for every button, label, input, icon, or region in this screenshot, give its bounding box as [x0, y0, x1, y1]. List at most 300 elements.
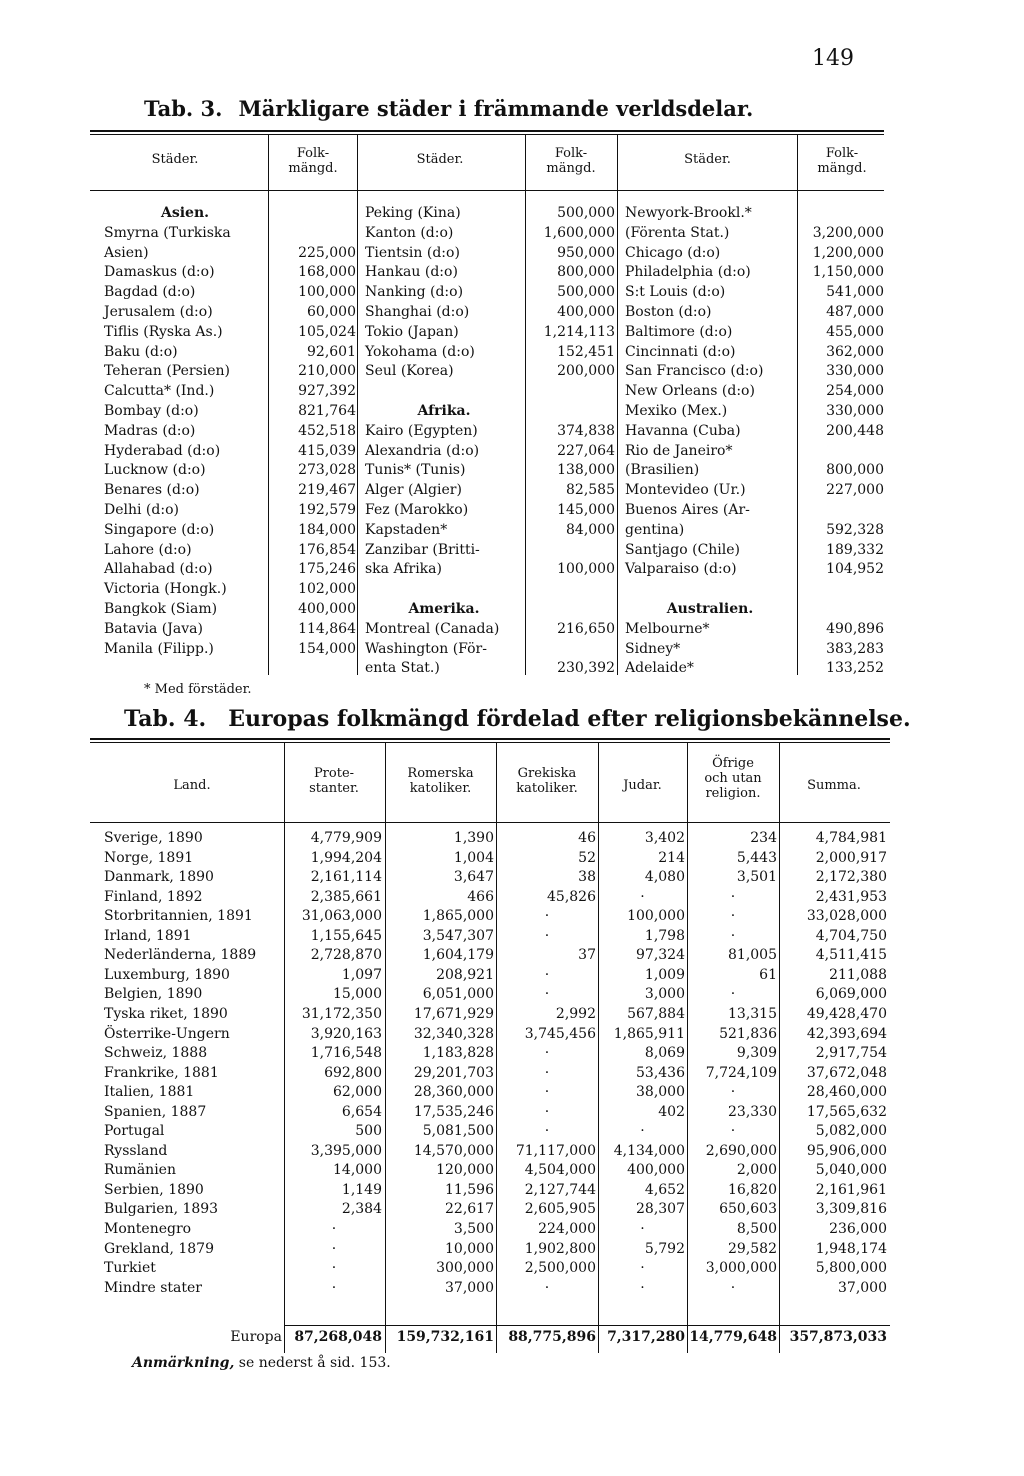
- city-population: 1,214,113: [543, 323, 615, 340]
- city-population: [527, 580, 615, 600]
- table-cell: 13,315: [728, 1005, 777, 1022]
- city-name: Zanzibar (Britti-: [365, 541, 480, 558]
- city-name: Valparaiso (d:o): [625, 561, 737, 578]
- city-name: Tokio (Japan): [365, 323, 459, 340]
- city-name: Bombay (d:o): [104, 402, 199, 419]
- city-name: Hyderabad (d:o): [104, 442, 221, 459]
- table-cell: 14,000: [333, 1162, 382, 1179]
- city-population: 114,864: [298, 620, 356, 637]
- table-cell: 2,161,961: [815, 1181, 887, 1198]
- city-name: Jerusalem (d:o): [104, 303, 213, 320]
- country-name: Tyska riket, 1890: [104, 1005, 228, 1022]
- country-name: Portugal: [104, 1123, 165, 1140]
- table-cell: 6,069,000: [815, 986, 887, 1003]
- city-population: 200,448: [826, 422, 884, 439]
- city-population: 152,451: [557, 343, 615, 360]
- city-name: Santjago (Chile): [625, 541, 741, 558]
- country-name: Sverige, 1890: [104, 830, 203, 846]
- city-population: 210,000: [298, 363, 356, 380]
- city-population: 592,328: [826, 521, 884, 538]
- city-population: 383,283: [826, 640, 884, 657]
- table-row: [0, 1259, 1024, 1279]
- table-cell: ·: [544, 927, 550, 944]
- table-cell: 37,000: [445, 1279, 494, 1296]
- table-cell: 22,617: [445, 1201, 494, 1218]
- country-name: Frankrike, 1881: [104, 1064, 219, 1081]
- table-row: [0, 1083, 1024, 1103]
- table-cell: 28,460,000: [806, 1084, 887, 1101]
- table-cell: 2,500,000: [524, 1260, 596, 1277]
- table-cell: ·: [544, 1064, 550, 1081]
- table-cell: 11,596: [445, 1181, 494, 1198]
- city-name: Delhi (d:o): [104, 501, 179, 518]
- table-cell: 5,082,000: [815, 1123, 887, 1140]
- table-cell: 97,324: [636, 947, 685, 964]
- city-population: 1,600,000: [543, 224, 615, 241]
- table-cell: ·: [544, 1123, 550, 1140]
- table-cell: 31,172,350: [301, 1005, 382, 1022]
- city-population: 821,764: [298, 402, 356, 419]
- city-name: Montevideo (Ur.): [625, 482, 746, 499]
- table-4-note: [132, 1355, 391, 1371]
- city-population: 541,000: [826, 284, 884, 301]
- table-cell: ·: [544, 908, 550, 925]
- table-row: [0, 1200, 1024, 1220]
- table-cell: 3,402: [644, 830, 685, 846]
- table-cell: 31,063,000: [301, 908, 382, 925]
- table-cell: 100,000: [627, 908, 685, 925]
- table-cell: 71,117,000: [515, 1142, 596, 1159]
- city-name: (Förenta Stat.): [625, 224, 730, 241]
- city-name: [625, 580, 795, 600]
- table-row: [0, 1220, 1024, 1240]
- city-population: [527, 402, 615, 422]
- table-cell: 23,330: [728, 1103, 777, 1120]
- table-cell: 61: [759, 966, 777, 983]
- table-3-header-rule: [90, 190, 884, 191]
- table-cell: 88,775,896: [508, 1329, 596, 1345]
- table-cell: 1,149: [341, 1181, 382, 1198]
- table-row: [0, 868, 1024, 888]
- city-population: 1,200,000: [812, 244, 884, 261]
- city-population: 176,854: [298, 541, 356, 558]
- country-name: Storbritannien, 1891: [104, 908, 253, 925]
- population-list-america-australia: [799, 204, 884, 679]
- table-cell: 1,604,179: [422, 947, 494, 964]
- column-header-cities: Städer.: [684, 152, 731, 167]
- country-name: Spanien, 1887: [104, 1103, 207, 1120]
- table-cell: 4,652: [644, 1181, 685, 1198]
- table-cell: 3,745,456: [524, 1025, 596, 1042]
- table-cell: 2,992: [555, 1005, 596, 1022]
- table-cell: 236,000: [829, 1221, 887, 1237]
- city-population: 374,838: [557, 422, 615, 439]
- table-cell: 53,436: [636, 1064, 685, 1081]
- city-name: Manila (Filipp.): [104, 640, 214, 657]
- table-cell: 3,000: [644, 986, 685, 1003]
- table-cell: 52: [578, 849, 596, 866]
- table-cell: 357,873,033: [789, 1329, 887, 1345]
- table-cell: 500: [355, 1123, 382, 1140]
- city-population: 168,000: [298, 264, 356, 281]
- city-name: Alger (Algier): [365, 482, 462, 499]
- table-cell: 3,309,816: [815, 1201, 887, 1218]
- table-cell: 45,826: [547, 888, 596, 905]
- table-row: [0, 1005, 1024, 1025]
- table-3-footnote: * Med förstäder.: [144, 682, 252, 697]
- city-name: Hankau (d:o): [365, 264, 458, 281]
- table-3-top-rule: [90, 130, 884, 132]
- city-name: Newyork-Brookl.*: [625, 205, 752, 221]
- table-cell: ·: [730, 986, 736, 1003]
- table-cell: 8,500: [736, 1221, 777, 1237]
- table-cell: 49,428,470: [806, 1005, 887, 1022]
- city-population: 800,000: [826, 462, 884, 479]
- table-cell: 120,000: [436, 1162, 494, 1179]
- table-cell: 1,716,548: [310, 1045, 382, 1062]
- country-name: Belgien, 1890: [104, 986, 203, 1003]
- table-cell: 46: [578, 830, 596, 846]
- country-name: Irland, 1891: [104, 927, 192, 944]
- city-population: 105,024: [298, 323, 356, 340]
- country-name: Nederländerna, 1889: [104, 947, 257, 964]
- table-cell: 3,000,000: [705, 1260, 777, 1277]
- table-cell: 95,906,000: [806, 1142, 887, 1159]
- city-name: enta Stat.): [365, 660, 440, 677]
- region-heading: Amerika.: [408, 600, 480, 617]
- table-3-divider: [357, 135, 358, 675]
- page-number: 149: [812, 46, 854, 71]
- city-population: 487,000: [826, 303, 884, 320]
- table-cell: ·: [331, 1221, 337, 1237]
- table-row: [0, 1181, 1024, 1201]
- table-4-top-rule-thin: [90, 742, 890, 743]
- column-header-cities: Städer.: [151, 152, 199, 167]
- city-name: Mexiko (Mex.): [625, 402, 728, 419]
- table-cell: ·: [544, 966, 550, 983]
- city-name: Havanna (Cuba): [625, 422, 741, 439]
- city-population: 230,392: [557, 660, 615, 677]
- table-row: [0, 985, 1024, 1005]
- table-cell: 5,792: [644, 1240, 685, 1257]
- city-population: 84,000: [566, 521, 615, 538]
- country-name: Schweiz, 1888: [104, 1045, 208, 1062]
- region-heading: Afrika.: [417, 402, 471, 419]
- table-cell: ·: [331, 1279, 337, 1296]
- city-name: Fez (Marokko): [365, 501, 469, 518]
- city-name: Adelaide*: [625, 660, 694, 677]
- table-cell: 211,088: [829, 966, 887, 983]
- city-population: 104,952: [826, 561, 884, 578]
- city-population: 500,000: [557, 205, 615, 221]
- table-cell: 214: [658, 849, 685, 866]
- table-cell: 1,865,000: [422, 908, 494, 925]
- table-row: [0, 1064, 1024, 1084]
- table-cell: 2,127,744: [524, 1181, 596, 1198]
- city-list-asia: [104, 204, 266, 659]
- table-cell: 1,994,204: [310, 849, 382, 866]
- city-population: 92,601: [307, 343, 356, 360]
- city-population: 3,200,000: [812, 224, 884, 241]
- table-cell: 42,393,694: [806, 1025, 887, 1042]
- city-population: 102,000: [298, 581, 356, 598]
- city-name: Teheran (Persien): [104, 363, 230, 380]
- city-population: [799, 204, 884, 224]
- city-population: 227,064: [557, 442, 615, 459]
- city-name: Tunis* (Tunis): [365, 462, 466, 479]
- city-name: gentina): [625, 521, 685, 538]
- table-cell: 466: [467, 888, 494, 905]
- table-cell: ·: [730, 1084, 736, 1101]
- city-name: Madras (d:o): [104, 422, 196, 439]
- table-cell: 567,884: [627, 1005, 685, 1022]
- city-population: 455,000: [826, 323, 884, 340]
- table-cell: 3,647: [453, 869, 494, 886]
- column-header: Grekiska katoliker.: [516, 766, 578, 796]
- city-population: 950,000: [557, 244, 615, 261]
- table-cell: ·: [640, 1279, 645, 1296]
- table-cell: 521,836: [719, 1025, 777, 1042]
- table-3-label: Tab. 3.: [144, 96, 223, 121]
- city-name: Bangkok (Siam): [104, 600, 218, 617]
- column-header: Land.: [173, 778, 211, 793]
- table-cell: 692,800: [324, 1064, 382, 1081]
- table-cell: 37: [578, 947, 596, 964]
- city-population: 927,392: [298, 383, 356, 400]
- table-3-divider: [797, 135, 798, 675]
- table-cell: ·: [331, 1260, 337, 1277]
- city-name: Smyrna (Turkiska: [104, 224, 231, 241]
- table-cell: 2,000: [736, 1162, 777, 1179]
- city-population: 60,000: [307, 303, 356, 320]
- region-heading: Australien.: [666, 600, 754, 617]
- table-row: [0, 1240, 1024, 1260]
- city-population: [270, 204, 356, 224]
- table-cell: 4,511,415: [815, 947, 887, 964]
- country-name: Montenegro: [104, 1221, 192, 1237]
- table-cell: ·: [544, 986, 550, 1003]
- table-cell: 2,385,661: [310, 888, 382, 905]
- table-cell: 159,732,161: [396, 1329, 494, 1345]
- city-name: Kapstaden*: [365, 521, 448, 538]
- table-cell: 7,724,109: [705, 1064, 777, 1081]
- city-name: Alexandria (d:o): [365, 442, 480, 459]
- note-text: se nederst å sid. 153.: [238, 1355, 391, 1371]
- city-name: Melbourne*: [625, 620, 710, 637]
- table-row: [0, 1122, 1024, 1142]
- city-name: Lahore (d:o): [104, 541, 192, 558]
- table-cell: 10,000: [445, 1240, 494, 1257]
- table-4-heading: Europas folkmängd fördelad efter religionsbekännelse.: [228, 706, 911, 732]
- city-population: [799, 600, 884, 620]
- city-population: 200,000: [557, 363, 615, 380]
- city-name: Chicago (d:o): [625, 244, 721, 261]
- table-cell: ·: [730, 1123, 736, 1140]
- table-cell: ·: [730, 927, 736, 944]
- city-name: Baku (d:o): [104, 343, 178, 360]
- table-cell: 5,443: [736, 849, 777, 866]
- city-population: 133,252: [826, 660, 884, 677]
- city-name: Kanton (d:o): [365, 224, 454, 241]
- table-cell: 650,603: [719, 1201, 777, 1218]
- table-cell: 29,582: [728, 1240, 777, 1257]
- country-name: Ryssland: [104, 1142, 168, 1159]
- table-cell: ·: [640, 1260, 645, 1277]
- table-cell: 208,921: [436, 966, 494, 983]
- city-name: Benares (d:o): [104, 482, 200, 499]
- table-row: [0, 1279, 1024, 1299]
- table-3-heading: Märkligare städer i främmande verldsdelar.: [238, 96, 754, 121]
- table-cell: 9,309: [736, 1045, 777, 1062]
- city-name: Allahabad (d:o): [104, 561, 213, 578]
- table-cell: 28,360,000: [413, 1084, 494, 1101]
- city-population: 415,039: [298, 442, 356, 459]
- table-cell: 1,155,645: [310, 927, 382, 944]
- table-cell: 1,390: [453, 830, 494, 846]
- column-header: Romerska katoliker.: [407, 766, 474, 796]
- table-cell: 1,902,800: [524, 1240, 596, 1257]
- table-cell: 87,268,048: [294, 1329, 382, 1345]
- table-cell: 3,547,307: [422, 927, 494, 944]
- city-population: 330,000: [826, 363, 884, 380]
- city-name: Cincinnati (d:o): [625, 343, 736, 360]
- country-name: Turkiet: [104, 1260, 156, 1277]
- country-name: Mindre stater: [104, 1279, 202, 1296]
- table-row: [0, 907, 1024, 927]
- table-cell: 62,000: [333, 1084, 382, 1101]
- table-cell: 7,317,280: [607, 1329, 685, 1345]
- country-name: Luxemburg, 1890: [104, 966, 230, 983]
- table-cell: 2,690,000: [705, 1142, 777, 1159]
- city-name: San Francisco (d:o): [625, 363, 764, 380]
- table-cell: 224,000: [538, 1221, 596, 1237]
- city-population: [527, 382, 615, 402]
- city-name: [365, 580, 523, 600]
- city-population: [799, 501, 884, 521]
- column-header-population: Folk- mängd.: [546, 146, 596, 176]
- region-heading: Asien.: [160, 205, 210, 221]
- table-cell: 300,000: [436, 1260, 494, 1277]
- city-population: 254,000: [826, 383, 884, 400]
- table-row: [0, 849, 1024, 869]
- city-name: Seul (Korea): [365, 363, 454, 380]
- column-header: Judar.: [623, 778, 662, 793]
- table-cell: 14,570,000: [413, 1142, 494, 1159]
- table-cell: 1,009: [644, 966, 685, 983]
- city-population: 500,000: [557, 284, 615, 301]
- table-cell: 4,134,000: [613, 1142, 685, 1159]
- city-name: ska Afrika): [365, 561, 442, 578]
- table-cell: 3,920,163: [310, 1025, 382, 1042]
- column-header: Öfrige och utan religion.: [704, 756, 762, 801]
- table-cell: 38,000: [636, 1084, 685, 1101]
- table-cell: 2,172,380: [815, 869, 887, 886]
- city-name: Bagdad (d:o): [104, 284, 196, 301]
- city-population: [270, 224, 356, 244]
- city-name: S:t Louis (d:o): [625, 284, 726, 301]
- table-cell: 29,201,703: [413, 1064, 494, 1081]
- table-cell: 3,500: [453, 1221, 494, 1237]
- table-row: [0, 927, 1024, 947]
- table-cell: ·: [544, 1103, 550, 1120]
- table-row: [0, 966, 1024, 986]
- table-cell: 37,672,048: [806, 1064, 887, 1081]
- table-cell: 2,384: [341, 1201, 382, 1218]
- column-header-population: Folk- mängd.: [817, 146, 867, 176]
- table-cell: 1,865,911: [613, 1025, 685, 1042]
- table-cell: ·: [640, 888, 645, 905]
- table-cell: 1,097: [341, 966, 382, 983]
- country-name: Bulgarien, 1893: [104, 1201, 219, 1218]
- city-population: 216,650: [557, 620, 615, 637]
- table-cell: ·: [331, 1240, 337, 1257]
- city-name: Yokohama (d:o): [365, 343, 475, 360]
- table-row: [0, 1025, 1024, 1045]
- table-row: [0, 1103, 1024, 1123]
- city-name: Peking (Kina): [365, 205, 461, 221]
- table-cell: 2,917,754: [815, 1045, 887, 1062]
- table-cell: 1,004: [453, 849, 494, 866]
- table-cell: 2,728,870: [310, 947, 382, 964]
- table-cell: 1,948,174: [815, 1240, 887, 1257]
- table-cell: ·: [640, 1221, 645, 1237]
- table-cell: 14,779,648: [689, 1329, 777, 1345]
- city-population: [527, 541, 615, 561]
- city-population: 227,000: [826, 482, 884, 499]
- table-row: [0, 1044, 1024, 1064]
- city-name: Asien): [104, 244, 149, 261]
- city-population: 145,000: [557, 501, 615, 518]
- column-header: Summa.: [807, 778, 861, 793]
- table-row: [0, 1142, 1024, 1162]
- city-name: Sidney*: [625, 640, 681, 657]
- table-cell: ·: [640, 1123, 645, 1140]
- table-3-divider: [525, 135, 526, 675]
- city-population: 490,896: [826, 620, 884, 637]
- table-cell: 2,605,905: [524, 1201, 596, 1218]
- table-cell: ·: [544, 1084, 550, 1101]
- table-cell: ·: [730, 908, 736, 925]
- city-population: 400,000: [298, 600, 356, 617]
- table-cell: 5,040,000: [815, 1162, 887, 1179]
- city-name: Kairo (Egypten): [365, 422, 478, 439]
- city-population: 192,579: [298, 501, 356, 518]
- table-cell: ·: [730, 888, 736, 905]
- city-name: Shanghai (d:o): [365, 303, 470, 320]
- table-cell: 37,000: [838, 1279, 887, 1296]
- city-list-america-australia: [625, 204, 795, 679]
- table-cell: 6,654: [341, 1103, 382, 1120]
- city-name: New Orleans (d:o): [625, 383, 755, 400]
- table-4-label: Tab. 4.: [124, 706, 207, 732]
- city-list-east-asia-africa-america: [365, 204, 523, 679]
- table-cell: 4,504,000: [524, 1162, 596, 1179]
- country-name: Europa: [230, 1329, 282, 1345]
- table-3-title: [144, 96, 753, 121]
- city-population: 184,000: [298, 521, 356, 538]
- city-population: 82,585: [566, 482, 615, 499]
- table-3-divider: [617, 135, 618, 675]
- note-label: Anmärkning,: [132, 1355, 235, 1371]
- city-name: Tiflis (Ryska As.): [104, 323, 223, 340]
- city-population: [799, 442, 884, 462]
- table-3-top-rule-thin: [90, 134, 884, 135]
- column-header-cities: Städer.: [416, 152, 464, 167]
- table-cell: 1,798: [644, 927, 685, 944]
- table-cell: 33,028,000: [806, 908, 887, 925]
- city-name: Victoria (Hongk.): [104, 581, 227, 598]
- table-cell: 5,081,500: [422, 1123, 494, 1140]
